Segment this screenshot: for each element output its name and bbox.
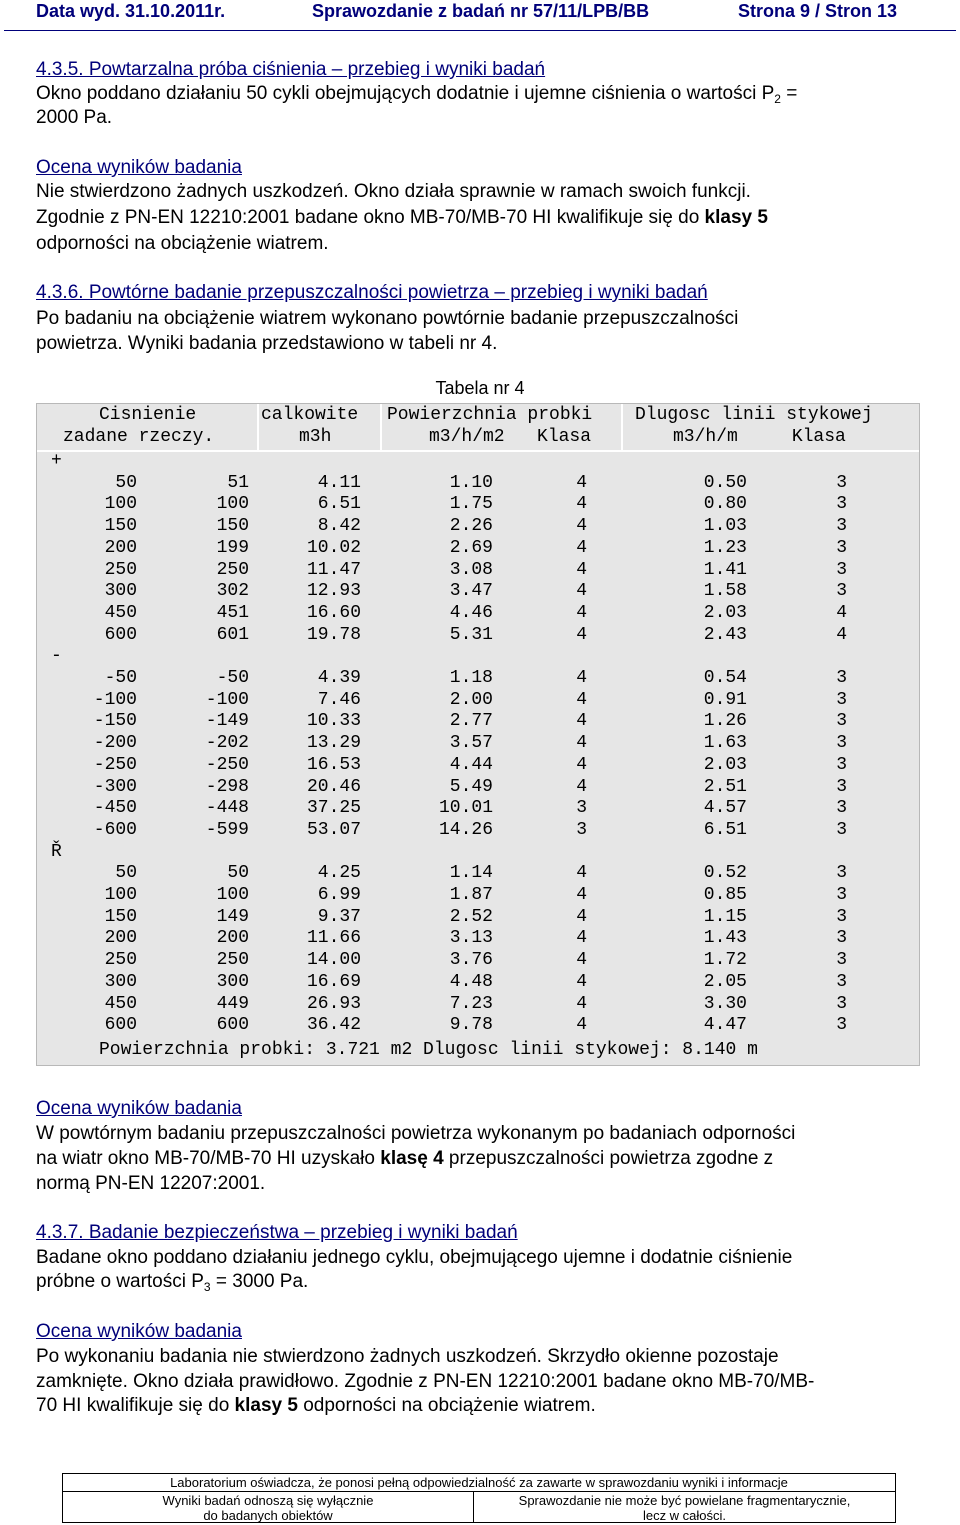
table-row — [37, 798, 919, 820]
table-cell: 150 — [104, 516, 137, 537]
table-cell: 10.01 — [438, 798, 493, 819]
table-cell: 3 — [836, 559, 847, 580]
table-footnote: Powierzchnia probki: 3.721 m2 Dlugosc linii stykowej: 8.140 m — [99, 1040, 758, 1060]
table-cell: -50 — [216, 668, 249, 688]
table-cell: 3 — [836, 494, 847, 515]
table-cell: 20.46 — [306, 776, 361, 797]
table-cell: -100 — [205, 689, 249, 710]
table-cell: 11.47 — [306, 559, 361, 580]
section-436-line1: Po badaniu na obciążenie wiatrem wykonano powtórnie badanie przepuszczalności — [36, 308, 739, 329]
table-cell: 3 — [836, 819, 847, 840]
table-cell: 4 — [576, 472, 587, 493]
table-cell: -599 — [205, 819, 249, 840]
table-cell: 450 — [104, 602, 137, 623]
section-436-eval-line2: na wiatr okno MB-70/MB-70 HI uzyskało klasę 4 przepuszczalności powietrza zgodne z — [36, 1148, 774, 1169]
table-header — [37, 404, 919, 452]
table-cell: -202 — [205, 733, 249, 754]
table-cell: 150 — [216, 516, 249, 537]
footer-right-line2: lecz w całości. — [642, 1508, 727, 1523]
table-cell: -200 — [93, 733, 137, 754]
col-pressure-sub: zadane rzeczy. — [63, 427, 215, 447]
section-436-eval-title: Ocena wyników badania — [36, 1098, 242, 1119]
footer-statement: Laboratorium oświadcza, że ponosi pełną odpowiedzialność za zawarte w sprawozdaniu wyniki i informacje — [170, 1475, 788, 1490]
table-cell: 100 — [216, 494, 249, 515]
table-cell: 7.46 — [317, 689, 361, 710]
table-cell: -150 — [93, 711, 137, 732]
section-435-eval-line1: Nie stwierdzono żadnych uszkodzeń. Okno działa sprawnie w ramach swoich funkcji. — [36, 181, 751, 202]
section-436-line2: powietrza. Wyniki badania przedstawiono w tabeli nr 4. — [36, 333, 498, 354]
table-cell: 9.78 — [449, 1015, 493, 1036]
table-cell: 2.43 — [703, 624, 747, 645]
table-cell: 4 — [576, 668, 587, 688]
table-cell: 4 — [836, 602, 847, 623]
table-cell: 1.87 — [449, 885, 493, 905]
table-cell: 4.11 — [317, 472, 361, 493]
section-436-eval-line1: W powtórnym badaniu przepuszczalności powietrza wykonanym po badaniach odporności — [36, 1123, 796, 1144]
table-cell: 300 — [104, 971, 137, 992]
table-cell: 1.03 — [703, 516, 747, 537]
report-number: Sprawozdanie z badań nr 57/11/LPB/BB — [312, 1, 650, 21]
section-435-line1: Okno poddano działaniu 50 cykli obejmujących dodatnie i ujemne ciśnienia o wartości $P_2$ = — [36, 83, 798, 106]
table-cell: 4.44 — [449, 754, 493, 775]
table-cell: 6.51 — [703, 819, 747, 840]
table-cell: 199 — [216, 537, 249, 558]
table-cell: 3 — [836, 537, 847, 558]
table-cell: 4 — [576, 1015, 587, 1036]
table-cell: 3 — [836, 971, 847, 992]
table-cell: 3 — [836, 472, 847, 493]
section-436-eval-line3: normą PN-EN 12207:2001. — [36, 1173, 266, 1194]
table-cell: 3 — [836, 776, 847, 797]
table-cell: 149 — [216, 906, 249, 927]
table-cell: 300 — [104, 581, 137, 602]
header-rule — [4, 30, 956, 31]
section-label: - — [51, 646, 62, 667]
table-cell: 3.13 — [449, 928, 493, 949]
table-row — [37, 711, 919, 733]
table-row — [37, 473, 919, 495]
table-cell: 2.03 — [703, 602, 747, 623]
table-cell: 4 — [576, 516, 587, 537]
table-cell: 4.47 — [703, 1015, 747, 1036]
table-cell: -50 — [104, 668, 137, 688]
table-cell: 10.02 — [306, 537, 361, 558]
table-cell: 4 — [836, 624, 847, 645]
table-row — [37, 755, 919, 777]
table-cell: 3 — [836, 733, 847, 754]
table-cell: -250 — [93, 754, 137, 775]
table-cell: 2.26 — [449, 516, 493, 537]
table-cell: 4 — [576, 581, 587, 602]
table-cell: 200 — [216, 928, 249, 949]
section-437-title: 4.3.7. Badanie bezpieczeństwa – przebieg i wyniki badań — [36, 1222, 518, 1243]
table-cell: 3.30 — [703, 993, 747, 1014]
table-cell: 4.46 — [449, 602, 493, 623]
col-area-title: Powierzchnia probki — [387, 405, 593, 425]
table-row — [37, 494, 919, 516]
section-435-eval-line3: odporności na obciążenie wiatrem. — [36, 233, 329, 254]
section-437-eval-line3: 70 HI kwalifikuje się do klasy 5 odporności na obciążenie wiatrem. — [36, 1395, 596, 1416]
table-cell: 4.25 — [317, 863, 361, 884]
table-cell: 200 — [104, 537, 137, 558]
table-cell: 3 — [836, 885, 847, 905]
footer-left-line2: do badanych obiektów — [203, 1508, 333, 1523]
section-437-eval-line1: Po wykonaniu badania nie stwierdzono żadnych uszkodzeń. Skrzydło okienne pozostaje — [36, 1346, 779, 1367]
section-436-title: 4.3.6. Powtórne badanie przepuszczalności powietrza – przebieg i wyniki badań — [36, 282, 708, 303]
table-cell: 4 — [576, 885, 587, 905]
table-cell: 4 — [576, 950, 587, 971]
table-row — [37, 907, 919, 929]
table-cell: 1.58 — [703, 581, 747, 602]
col-total-unit: m3h — [299, 427, 332, 447]
table-cell: 7.23 — [449, 993, 493, 1014]
table-cell: 601 — [216, 624, 249, 645]
table-cell: 4 — [576, 624, 587, 645]
table-cell: 300 — [216, 971, 249, 992]
table-row — [37, 777, 919, 799]
table-cell: 4 — [576, 689, 587, 710]
table-cell: 4 — [576, 993, 587, 1014]
table-cell: 50 — [115, 472, 137, 493]
table-cell: 1.63 — [703, 733, 747, 754]
table-cell: 12.93 — [306, 581, 361, 602]
table-cell: 16.69 — [306, 971, 361, 992]
table-cell: 6.51 — [317, 494, 361, 515]
table-row — [37, 625, 919, 647]
section-label: Ř — [51, 841, 62, 862]
table-row — [37, 690, 919, 712]
table-cell: 3 — [836, 711, 847, 732]
table-cell: 600 — [104, 1015, 137, 1036]
table-cell: 200 — [104, 928, 137, 949]
table-row — [37, 928, 919, 950]
table-cell: 53.07 — [306, 819, 361, 840]
table-cell: 3 — [836, 516, 847, 537]
table-cell: 100 — [216, 885, 249, 905]
table-cell: 4 — [576, 494, 587, 515]
section-label-row — [37, 451, 919, 473]
footer-rule — [63, 1491, 895, 1492]
table-cell: 14.00 — [306, 950, 361, 971]
table-cell: 1.23 — [703, 537, 747, 558]
col-pressure-title: Cisnienie — [99, 405, 197, 425]
page-header — [0, 0, 960, 26]
table-row — [37, 972, 919, 994]
table-cell: 2.00 — [449, 689, 493, 710]
header-divider — [621, 404, 623, 452]
table-cell: 26.93 — [306, 993, 361, 1014]
table-cell: 4 — [576, 733, 587, 754]
footer-left-line1: Wyniki badań odnoszą się wyłącznie — [162, 1493, 374, 1508]
col-length-title: Dlugosc linii stykowej — [635, 405, 873, 425]
table-row — [37, 885, 919, 907]
section-437-eval-line2: zamknięte. Okno działa prawidłowo. Zgodnie z PN-EN 12210:2001 badane okno MB-70/MB- — [36, 1371, 815, 1392]
table-row — [37, 1015, 919, 1037]
section-437-eval-title: Ocena wyników badania — [36, 1321, 242, 1342]
table-cell: 8.42 — [317, 516, 361, 537]
footer-right-line1: Sprawozdanie nie może być powielane fragmentarycznie, — [518, 1493, 851, 1508]
results-table — [36, 403, 920, 1066]
table-cell: 1.18 — [449, 668, 493, 688]
table-cell: 250 — [216, 559, 249, 580]
table-cell: 14.26 — [438, 819, 493, 840]
table-cell: 37.25 — [306, 798, 361, 819]
table-cell: 4 — [576, 711, 587, 732]
footer-right — [474, 1493, 895, 1523]
table-cell: 2.03 — [703, 754, 747, 775]
table-row — [37, 733, 919, 755]
table-cell: 3 — [576, 798, 587, 819]
table-cell: 2.69 — [449, 537, 493, 558]
col-area-sub: m3/h/m2 Klasa — [429, 427, 592, 447]
table-cell: 3 — [836, 950, 847, 971]
table-cell: 3.08 — [449, 559, 493, 580]
page-footer — [62, 1473, 896, 1523]
table-cell: 50 — [115, 863, 137, 884]
table-cell: 4.39 — [317, 668, 361, 688]
table-cell: 250 — [216, 950, 249, 971]
table-row — [37, 863, 919, 885]
table-cell: 4 — [576, 906, 587, 927]
table-cell: 250 — [104, 559, 137, 580]
section-435-eval-title: Ocena wyników badania — [36, 157, 242, 178]
table-cell: 3 — [836, 1015, 847, 1036]
table-cell: 3 — [836, 928, 847, 949]
table-cell: 1.75 — [449, 494, 493, 515]
table-cell: 2.52 — [449, 906, 493, 927]
table-cell: 4 — [576, 754, 587, 775]
table-cell: 1.41 — [703, 559, 747, 580]
table-cell: 4 — [576, 537, 587, 558]
table-cell: 100 — [104, 494, 137, 515]
table-cell: 4 — [576, 928, 587, 949]
table-cell: 0.85 — [703, 885, 747, 905]
table-cell: 302 — [216, 581, 249, 602]
table-cell: 1.43 — [703, 928, 747, 949]
table-cell: 3 — [836, 863, 847, 884]
table-row — [37, 668, 919, 690]
table-cell: 0.91 — [703, 689, 747, 710]
table-cell: 0.54 — [703, 668, 747, 688]
table-cell: 16.53 — [306, 754, 361, 775]
table-cell: -450 — [93, 798, 137, 819]
table-cell: 2.51 — [703, 776, 747, 797]
table-cell: 150 — [104, 906, 137, 927]
table-cell: -298 — [205, 776, 249, 797]
table-row — [37, 538, 919, 560]
table-row — [37, 820, 919, 842]
table-cell: 3 — [836, 798, 847, 819]
table-cell: 9.37 — [317, 906, 361, 927]
table-cell: 1.72 — [703, 950, 747, 971]
table-cell: -300 — [93, 776, 137, 797]
col-total-title: calkowite — [261, 405, 359, 425]
table-cell: 11.66 — [306, 928, 361, 949]
table-cell: 3 — [836, 581, 847, 602]
table-cell: 600 — [104, 624, 137, 645]
section-437-line2: próbne o wartości $P_3 = 3000$ Pa. — [36, 1271, 309, 1294]
issue-date: Data wyd. 31.10.2011r. — [36, 1, 226, 21]
table-cell: 600 — [216, 1015, 249, 1036]
section-label-row — [37, 646, 919, 668]
table-row — [37, 581, 919, 603]
table-cell: -250 — [205, 754, 249, 775]
table-cell: -100 — [93, 689, 137, 710]
table-cell: 3 — [836, 689, 847, 710]
section-label-row — [37, 842, 919, 864]
table-cell: 0.80 — [703, 494, 747, 515]
table-cell: 3 — [836, 906, 847, 927]
footer-left — [63, 1493, 473, 1523]
table-cell: 450 — [104, 993, 137, 1014]
table-cell: 3.76 — [449, 950, 493, 971]
table-cell: 2.77 — [449, 711, 493, 732]
table-cell: 451 — [216, 602, 249, 623]
header-divider — [380, 404, 382, 452]
table-cell: 5.49 — [449, 776, 493, 797]
page-number: Strona 9 / Stron 13 — [738, 1, 898, 21]
table-cell: 50 — [227, 863, 249, 884]
section-435-eval-line2: Zgodnie z PN-EN 12210:2001 badane okno MB-70/MB-70 HI kwalifikuje się do klasy 5 — [36, 207, 768, 228]
table-cell: 5.31 — [449, 624, 493, 645]
table-row — [37, 516, 919, 538]
table-cell: 1.14 — [449, 863, 493, 884]
table-cell: 100 — [104, 885, 137, 905]
section-435-line2: 2000 Pa. — [36, 107, 113, 128]
table-cell: 4.57 — [703, 798, 747, 819]
table-cell: 449 — [216, 993, 249, 1014]
table-cell: 250 — [104, 950, 137, 971]
table-caption: Tabela nr 4 — [435, 378, 525, 398]
table-cell: 1.15 — [703, 906, 747, 927]
section-437-line1: Badane okno poddano działaniu jednego cyklu, obejmującego ujemne i dodatnie ciśnienie — [36, 1247, 793, 1268]
table-cell: 36.42 — [306, 1015, 361, 1036]
table-cell: -149 — [205, 711, 249, 732]
table-cell: 3 — [836, 993, 847, 1014]
table-cell: 3.57 — [449, 733, 493, 754]
table-cell: 1.26 — [703, 711, 747, 732]
table-cell: 4 — [576, 971, 587, 992]
table-cell: 3 — [576, 819, 587, 840]
col-length-sub: m3/h/m Klasa — [673, 427, 846, 447]
table-cell: 19.78 — [306, 624, 361, 645]
table-cell: 1.10 — [449, 472, 493, 493]
table-cell: 4.48 — [449, 971, 493, 992]
section-label: + — [51, 451, 62, 471]
table-cell: 3 — [836, 668, 847, 688]
table-row — [37, 560, 919, 582]
table-cell: 0.52 — [703, 863, 747, 884]
table-cell: 4 — [576, 863, 587, 884]
table-cell: 4 — [576, 559, 587, 580]
table-row — [37, 950, 919, 972]
table-cell: 4 — [576, 776, 587, 797]
table-cell: 51 — [227, 472, 249, 493]
table-cell: 3.47 — [449, 581, 493, 602]
table-cell: 4 — [576, 602, 587, 623]
table-row — [37, 994, 919, 1016]
table-cell: 0.50 — [703, 472, 747, 493]
header-divider — [257, 404, 259, 452]
table-cell: 13.29 — [306, 733, 361, 754]
table-cell: 3 — [836, 754, 847, 775]
section-435-title: 4.3.5. Powtarzalna próba ciśnienia – przebieg i wyniki badań — [36, 59, 546, 80]
table-row — [37, 603, 919, 625]
table-cell: 2.05 — [703, 971, 747, 992]
table-cell: -600 — [93, 819, 137, 840]
table-cell: 6.99 — [317, 885, 361, 905]
table-cell: 16.60 — [306, 602, 361, 623]
table-cell: 10.33 — [306, 711, 361, 732]
table-cell: -448 — [205, 798, 249, 819]
